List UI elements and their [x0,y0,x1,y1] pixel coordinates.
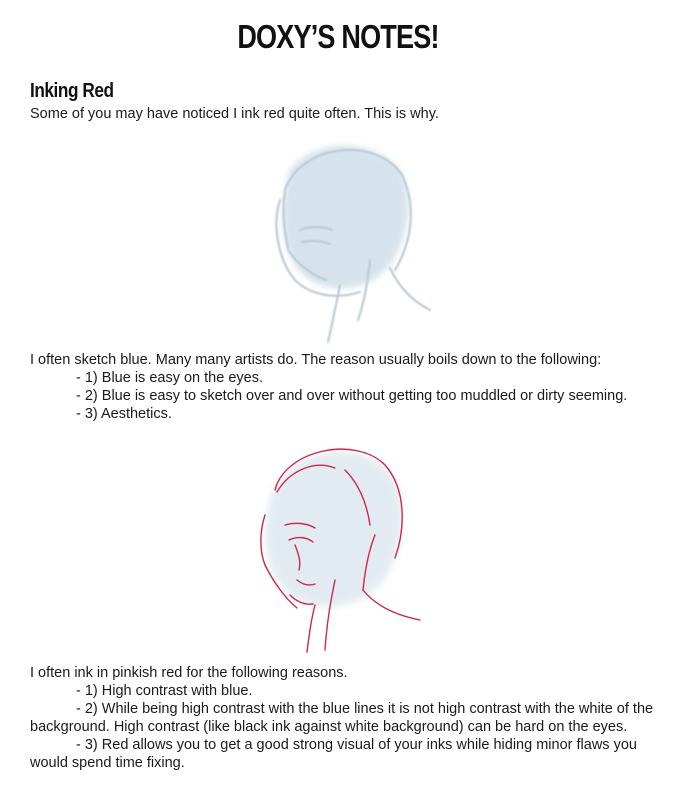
list-item: - 3) Aesthetics. [76,406,172,422]
list-item: - 3) Red allows you to get a good strong visual of your inks while hiding minor flaws you would spend time fixing. [30,737,637,771]
intro-text: Some of you may have noticed I ink red quite often. This is why. [30,106,439,122]
section-heading: Inking Red [30,80,114,102]
list-item: - 1) Blue is easy on the eyes. [76,370,263,386]
blue-sketch-illustration [240,130,440,345]
list-item: - 2) While being high contrast with the blue lines it is not high contrast with the white of the background. High contrast (like black ink against white background) can be hard on the eyes. [30,701,654,735]
list-item: - 1) High contrast with blue. [76,683,253,699]
list-item: - 2) Blue is easy to sketch over and over without getting too muddled or dirty seeming. [76,388,628,404]
red-ink-reasons-list [30,682,656,772]
page-title: DOXY’S NOTES! [237,18,439,55]
red-ink-paragraph: I often ink in pinkish red for the following reasons. [30,665,348,681]
red-ink-illustration [235,430,435,655]
blue-sketch-reasons-list [76,369,656,423]
blue-sketch-paragraph: I often sketch blue. Many many artists do. The reason usually boils down to the following: [30,352,602,368]
